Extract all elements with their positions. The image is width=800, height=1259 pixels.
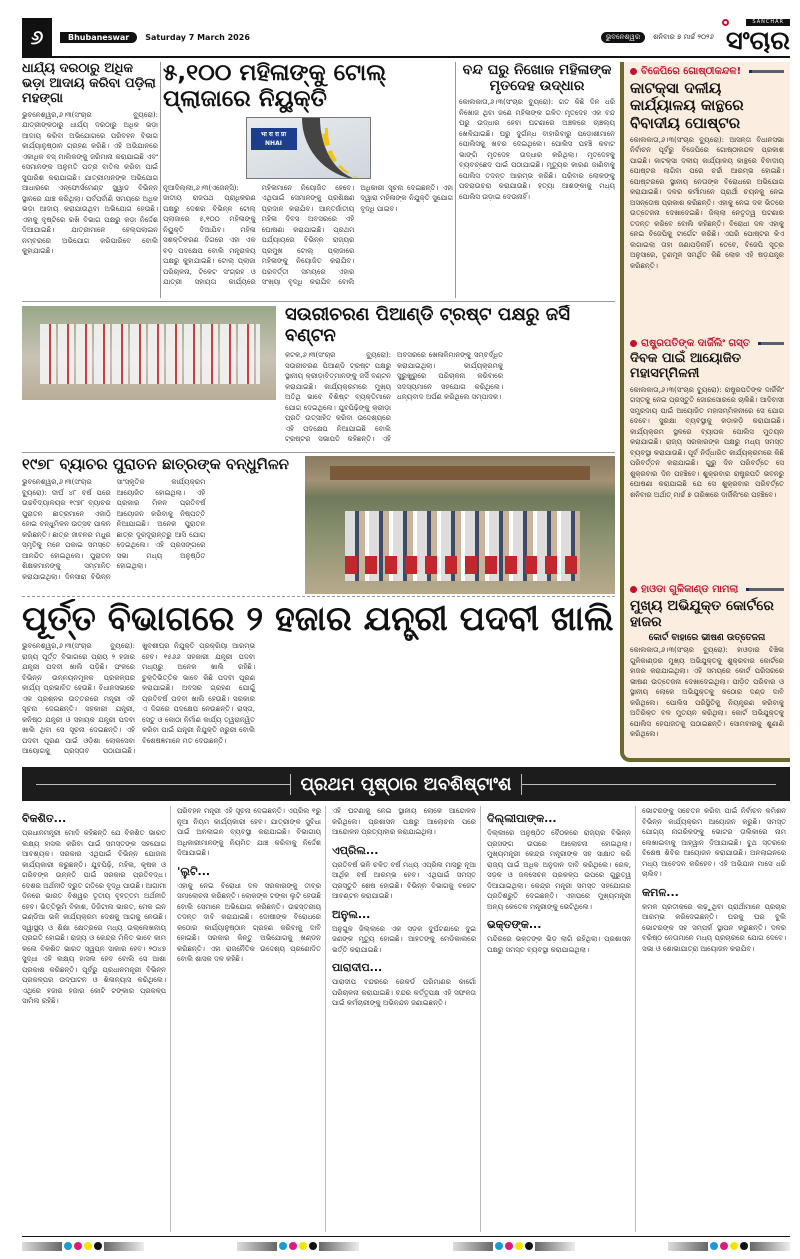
continuation-body: ଭୋଟରଙ୍କୁ ସଚେତନ କରିବା ପାଇଁ ନିର୍ବାଚନ କମିଶନ ବିଭିନ୍ନ କାର୍ଯ୍ୟକ୍ରମ ଆୟୋଜନ କରୁଛି। ସମସ୍ତ ଯୋଗ୍ୟ ନାଗରିକଙ୍କୁ ଭୋଟର ତାଲିକାରେ ନାମ ଲେଖାଇବାକୁ ଆହ୍ୱାନ ଦିଆଯାଇଛି। ବୁଥ ସ୍ତରରେ ବିଶେଷ ଶିବିର ଆୟୋଜନ କରାଯାଉଛି। ଅନଲାଇନରେ ମଧ୍ୟ ଆବେଦନ କରିହେବ। ଏହି ଅଭିଯାନ ମାସେ ଧରି ଚାଲିବ। <box>642 807 786 878</box>
issue-date: Saturday 7 March 2026 <box>145 32 250 42</box>
continuation-title: ଅନୁଲ... <box>332 907 371 921</box>
color-dot-icon <box>279 1242 287 1250</box>
kicker-text: ବିଜେପିରେ ଗୋଷ୍ଠୀକନ୍ଦଳ! <box>641 66 742 77</box>
continuation-banner <box>22 767 790 801</box>
continuation-body: ଦିଲ୍ଲୀରେ ଅନୁଷ୍ଠିତ ବୈଠକରେ ରାଜ୍ୟର ବିଭିନ୍ନ ପ୍ରସଙ୍ଗ ଉପରେ ଆଲୋଚନା ହୋଇଥିଲା। ମୁଖ୍ୟମନ୍ତ୍ରୀ କେନ୍ଦ୍ର ମନ୍ତ୍ରୀଙ୍କ ସହ ସାକ୍ଷାତ କରି ରାଜ୍ୟ ପାଇଁ ଅଧିକ ଅନୁଦାନ ଦାବି କରିଥିଲେ। ରେଳ, ସଡ଼କ ଓ ଜଳସେଚନ ପ୍ରକଳ୍ପ ଉପରେ ଗୁରୁତ୍ୱ ଦିଆଯାଇଥିଲା। କେନ୍ଦ୍ର ମନ୍ତ୍ରୀ ସମସ୍ତ ସହଯୋଗର ପ୍ରତିଶ୍ରୁତି ଦେଇଛନ୍ତି। ଏହାପରେ ମୁଖ୍ୟମନ୍ତ୍ରୀ ଅନ୍ୟ କେତେକ ମନ୍ତ୍ରୀଙ୍କୁ ଭେଟିଥିଲେ। <box>487 829 631 911</box>
story-body: କୋଲକାତା,୬।୩(ସଂଚାର ବ୍ୟୁରୋ): ଗତ କିଛି ଦିନ ଧରି ନିଖୋଜ ଥିବା ଜଣେ ମହିଳାଙ୍କ ଗଳିତ ମୃତଦେହ ଏକ ବନ୍ଦ ଘରୁ ଉଦ୍ଧାର ହେବା ଘଟଣାରେ ଅଞ୍ଚଳରେ ଚାଞ୍ଚଲ୍ୟ ଖେଳିଯାଇଛି। ଘରୁ ଦୁର୍ଗନ୍ଧ ବାହାରିବାରୁ ପଡ଼ୋଶୀମାନେ ପୋଲିସକୁ ଖବର ଦେଇଥିଲେ। ପୋଲିସ ପହଞ୍ଚି କବାଟ ଭାଙ୍ଗି ମୃତଦେହ ଉଦ୍ଧାର କରିଥିଲା। ମୃତଦେହକୁ ବ୍ୟବଚ୍ଛେଦ ପାଇଁ ପଠାଯାଇଛି। ମୃତ୍ୟୁର କାରଣ ଜାଣିବାକୁ ପୋଲିସ ତଦନ୍ତ ଆରମ୍ଭ କରିଛି। ପରିବାର ଲୋକଙ୍କୁ ପଚରାଉଚରା କରାଯାଉଛି। ହତ୍ୟା ଆଶଙ୍କାକୁ ମଧ୍ୟ ପୋଲିସ ଉଡ଼ାଇ ଦେଉନାହିଁ। <box>459 98 615 201</box>
story-body: ଭୁବନେଶ୍ୱର,୬।୩(ସଂଚାର ବ୍ୟୁରୋ): ଦୀର୍ଘ ୪୮ ବର୍ଷ ପରେ ଉଚ୍ଚବିଦ୍ୟାଳୟର ୧୯୭୮ ବ୍ୟାଚର ପୁରାତନ ଛାତ୍ରମାନେ ଏକାଠି ହୋଇ ବନ୍ଧୁମିଳନ ଉତ୍ସବ ପାଳନ କରିଛନ୍ତି। ଛାତ୍ର ଜୀବନର ମଧୁର ସ୍ମୃତିକୁ ମନେ ପକାଇ ସମସ୍ତେ ଆନନ୍ଦିତ ହୋଇଥିଲେ। ପୁରାତନ ଶିକ୍ଷକମାନଙ୍କୁ ସମ୍ମାନିତ କରାଯାଇଥିଲା। ଦିନସାରା ବିଭିନ୍ନ ସାଂସ୍କୃତିକ କାର୍ଯ୍ୟକ୍ରମ ଆୟୋଜିତ ହୋଇଥିଲା। ଏହି ପ୍ରକାର ମିଳନ ପ୍ରତିବର୍ଷ ଆୟୋଜନ କରିବାକୁ ନିଷ୍ପତ୍ତି ନିଆଯାଇଛି। ଅନେକ ପୁରାତନ ଛାତ୍ର ଦୂରଦୂରାନ୍ତରୁ ଆସି ଯୋଗ ଦେଇଥିଲେ। ଏହି ପ୍ରସଙ୍ଗରେ ସଭା ମଧ୍ୟ ଅନୁଷ୍ଠିତ ହୋଇଥିଲା। <box>22 478 206 581</box>
logo-tag: SANCHAR <box>746 19 790 26</box>
continuation-column <box>177 806 326 1232</box>
subheadline: କୋର୍ଟ ବାହାରେ ଭୀଷଣ ଉତ୍ତେଜନା <box>648 633 766 644</box>
continuation-body: ଏହି ଘଟଣାକୁ ନେଇ ସ୍ଥାନୀୟ ଲୋକେ ଆନ୍ଦୋଳନ କରିଥିଲେ। ପ୍ରଶାସନ ପକ୍ଷରୁ ଆଲୋଚନା ପରେ ଆନ୍ଦୋଳନ ପ୍ରତ୍ୟାହାର କରାଯାଇଥିଲା। <box>332 807 476 836</box>
continuation-column <box>487 806 636 1232</box>
color-dot-icon <box>299 1242 307 1250</box>
page-number: ୬ <box>22 18 52 56</box>
sidebar-bengal-news <box>620 62 790 762</box>
reunion-photo <box>305 456 615 594</box>
color-dot-icon <box>515 1242 523 1250</box>
continuation-body: ପ୍ରଧାନମନ୍ତ୍ରୀ ମୋଦି କହିଛନ୍ତି ଯେ ବିକଶିତ ଭାରତ ଲକ୍ଷ୍ୟ ହାସଲ କରିବା ପାଇଁ ସମସ୍ତଙ୍କ ସହଯୋଗ ଆବଶ୍ୟକ। ସରକାର ଏଥିପାଇଁ ବିଭିନ୍ନ ଯୋଜନା କାର୍ଯ୍ୟକାରୀ କରୁଛନ୍ତି। ଯୁବପିଢ଼ି, ମହିଳା, କୃଷକ ଓ ଗରିବଙ୍କ ଉନ୍ନତି ପାଇଁ ସରକାର ପ୍ରତିବଦ୍ଧ। ଦେଶର ଅର୍ଥନୀତି ଦ୍ରୁତ ଗତିରେ ବୃଦ୍ଧି ପାଉଛି। ଆଗାମୀ ଦିନରେ ଭାରତ ବିଶ୍ୱର ତୃତୀୟ ବୃହତ୍ତମ ଅର୍ଥନୀତି ହେବ। ଭିତ୍ତିଭୂମି ବିକାଶ, ଡିଜିଟାଲ ଭାରତ, ମେକ ଇନ ଇଣ୍ଡିଆ ଭଳି କାର୍ଯ୍ୟକ୍ରମ ଦେଶକୁ ଆଗକୁ ନେଉଛି। ସ୍ୱାସ୍ଥ୍ୟ ଓ ଶିକ୍ଷା କ୍ଷେତ୍ରରେ ମଧ୍ୟ ଉଲ୍ଲେଖନୀୟ ପ୍ରଗତି ହୋଇଛି। ରାଜ୍ୟ ଓ କେନ୍ଦ୍ର ମିଳିତ ଭାବେ କାମ କଲେ ବିକଶିତ ଭାରତ ସ୍ୱପ୍ନ ସାକାର ହେବ। ୨୦୪୭ ସୁଦ୍ଧା ଏହି ଲକ୍ଷ୍ୟ ହାସଲ ହେବ ବୋଲି ସେ ଆଶା ପ୍ରକାଶ କରିଛନ୍ତି। ପୂର୍ବରୁ ପ୍ରଧାନମନ୍ତ୍ରୀ ବିଭିନ୍ନ ପ୍ରକଳ୍ପର ଉଦ୍‌ଘାଟନ ଓ ଶିଳାନ୍ୟାସ କରିଥିଲେ। ଏଥିରେ ହଜାର ହଜାର କୋଟି ଟଙ୍କାର ପ୍ରକଳ୍ପ ସାମିଲ ରହିଛି। <box>22 829 166 1005</box>
continuation-title: ଦିଲ୍ଲୀପାଙ୍କ... <box>487 812 557 825</box>
color-bar <box>237 1241 359 1251</box>
sidebar-item <box>630 580 784 754</box>
color-dot-icon <box>710 1242 718 1250</box>
edition-badge: Bhubaneswar <box>60 32 137 43</box>
headline: ଦିବକ ପାଇଁ ଆୟୋଜିତ ମହାସମ୍ମିଳନୀ <box>630 351 742 381</box>
newspaper-logo <box>722 19 790 56</box>
story-body: ଭୁବନେଶ୍ୱର,୬।୩(ସଂଚାର ବ୍ୟୁରୋ): ଯାତ୍ରୀଙ୍କଠାରୁ ଧାର୍ଯ୍ୟ ଦରଠାରୁ ଅଧିକ ଭଡ଼ା ଆଦାୟ କରିବା ଅଭିଯୋଗରେ ପରିବହନ ବିଭାଗ କାର୍ଯ୍ୟାନୁଷ୍ଠାନ ଗ୍ରହଣ କରିଛି। ଏହି ଅଭିଯାନରେ ଏକାଧିକ ବସ୍ ମାଲିକଙ୍କୁ ଜରିମାନା କରାଯାଇଛି ଏବଂ ସେମାନଙ୍କ ଅନୁମତି ପତ୍ର ବାତିଲ କରିବା ପାଇଁ ସୁପାରିଶ କରାଯାଇଛି। ଯାତ୍ରୀମାନଙ୍କ ଅଭିଯୋଗ ଆଧାରରେ ଏନ୍ଫୋର୍ସମେଣ୍ଟ ସ୍କ୍ୱାଡ ବିଭିନ୍ନ ସ୍ଥାନରେ ଯାଞ୍ଚ କରିଥିଲା। ପର୍ବପର୍ବାଣି ସମୟରେ ଅଧିକ ଭଡ଼ା ଆଦାୟ କରାଯାଉଥିବା ଅଭିଯୋଗ ହେଉଛି। ଏହାକୁ ଦୃଷ୍ଟିରେ ରଖି ବିଭାଗ ପକ୍ଷରୁ କଡ଼ା ନିର୍ଦ୍ଦେଶ ଦିଆଯାଇଛି। ଯାତ୍ରୀମାନେ ହେଲ୍ପଲାଇନ ନମ୍ବରରେ ଅଭିଯୋଗ କରିପାରିବେ ବୋଲି କୁହାଯାଇଛି। <box>22 110 158 256</box>
color-dot-icon <box>525 1242 533 1250</box>
continuation-title: ବିକଶିତ... <box>22 812 67 825</box>
banner-title: ପ୍ରଥମ ପୃଷ୍ଠାର ଅବଶିଷ୍ଟାଂଶ <box>290 774 523 795</box>
headline: ଧାର୍ଯ୍ୟ ଦରଠାରୁ ଅଧିକ ଭଡ଼ା ଆଦାୟ କରିବା ପଡ଼ିଲା ମହଙ୍ଗା <box>22 62 156 106</box>
kicker <box>630 584 784 595</box>
color-dot-icon <box>720 1242 728 1250</box>
page-header <box>22 18 790 58</box>
jersey-photo <box>22 306 276 400</box>
color-dot-icon <box>74 1242 82 1250</box>
continuation-column <box>642 806 790 1232</box>
color-dot-icon <box>309 1242 317 1250</box>
continuation-title: କମଳ... <box>642 885 679 899</box>
headline: ସଉରୀଚରଣ ପିଆଣ୍ଡି ଟ୍ରଷ୍ଟ ପକ୍ଷରୁ ଜର୍ସି ବଣ୍ଟନ <box>285 305 570 346</box>
headline: ବନ୍ଦ ଘରୁ ନିଖୋଜ ମହିଳାଙ୍କ ମୃତଦେହ ଉଦ୍ଧାର <box>462 62 612 95</box>
story-body: ନୂଆଦିଲ୍ଲୀ,୬।୩(ଏଜେନ୍ସି): ଜାତୀୟ ରାଜପଥ ପ୍ରାଧିକରଣ ପକ୍ଷରୁ ଦେଶର ବିଭିନ୍ନ ଟୋଲ୍ ପ୍ଲାଜାରେ ୫,୧୦୦ ମହିଳାଙ୍କୁ ନିୟୁକ୍ତି ଦିଆଯିବ। ମହିଳା ସଶକ୍ତିକରଣ ଦିଗରେ ଏହା ଏକ ବଡ଼ ପଦକ୍ଷେପ ବୋଲି ମନ୍ତ୍ରାଳୟ ପକ୍ଷରୁ କୁହାଯାଇଛି। ଟୋଲ୍ ପ୍ଲାଜା ପରିଚାଳନା, ଟିକେଟ ସଂଗ୍ରହ ଓ ଯାତ୍ରୀ ସହାୟତା କାର୍ଯ୍ୟରେ ମହିଳାମାନେ ନିୟୋଜିତ ହେବେ। ଏଥିପାଇଁ ସେମାନଙ୍କୁ ପ୍ରଶିକ୍ଷଣ ପ୍ରଦାନ କରାଯିବ। ଆନ୍ତର୍ଜାତୀୟ ମହିଳା ଦିବସ ଅବସରରେ ଏହି ଘୋଷଣା କରାଯାଇଛି। ପ୍ରଥମ ପର୍ଯ୍ୟାୟରେ ବିଭିନ୍ନ ରାଜ୍ୟର ପ୍ରମୁଖ ଟୋଲ୍ ପ୍ଲାଜାରେ ମହିଳାଙ୍କୁ ନିୟୋଜିତ କରାଯିବ। ପରବର୍ତ୍ତୀ ସମୟରେ ଏହାର ସଂଖ୍ୟା ବୃଦ୍ଧି କରାଯିବ ବୋଲି ଅଧିକାରୀ ସୂଚନା ଦେଇଛନ୍ତି। ଏହା ଦ୍ୱାରା ମହିଳାଙ୍କ ନିଯୁକ୍ତି ସୁଯୋଗ ବୃଦ୍ଧି ପାଇବ। <box>163 183 453 287</box>
story-body: ଭୁବନେଶ୍ୱର,୬।୩(ସଂଚାର ବ୍ୟୁରୋ): ରାଜ୍ୟ ପୂର୍ତ୍ତ ବିଭାଗରେ ପ୍ରାୟ ୨ ହଜାର ଯନ୍ତ୍ରୀ ପଦବୀ ଖାଲି ପଡ଼ିଛି। ଫଳରେ ବିଭିନ୍ନ ଉନ୍ନୟନମୂଳକ ପ୍ରକଳ୍ପର କାର୍ଯ୍ୟ ପ୍ରଭାବିତ ହେଉଛି। ବିଧାନସଭାରେ ଏକ ପ୍ରଶ୍ନର ଉତ୍ତରରେ ମନ୍ତ୍ରୀ ଏହି ସୂଚନା ଦେଇଛନ୍ତି। ସହକାରୀ ଯନ୍ତ୍ରୀ, କନିଷ୍ଠ ଯନ୍ତ୍ରୀ ଓ ସହାୟକ ଯନ୍ତ୍ରୀ ପଦବୀ ଖାଲି ଥିବା ସେ ସୂଚନା ଦେଇଛନ୍ତି। ଏହି ପଦବୀ ପୂରଣ ପାଇଁ ଓଡ଼ିଶା ଲୋକସେବା ଆୟୋଗକୁ ପ୍ରସ୍ତାବ ପଠାଯାଇଛି। ଖୁବଶୀଘ୍ର ନିଯୁକ୍ତି ପ୍ରକ୍ରିୟା ଆରମ୍ଭ ହେବ। ୧୫୬୬ ସହକାରୀ ଯନ୍ତ୍ରୀ ପଦବୀ ମଧ୍ୟରୁ ଅନେକ ଖାଲି ରହିଛି। ଚୁକ୍ତିଭିତ୍ତିକ ଭାବେ କିଛି ପଦବୀ ପୂରଣ କରାଯାଇଛି। ଅବସର ଗ୍ରହଣ ଯୋଗୁଁ ପ୍ରତିବର୍ଷ ପଦବୀ ଖାଲି ହେଉଛି। ସରକାର ଏ ଦିଗରେ ପଦକ୍ଷେପ ନେଉଛନ୍ତି। ରାସ୍ତା, ସେତୁ ଓ କୋଠା ନିର୍ମାଣ କାର୍ଯ୍ୟ ତ୍ୱରାନ୍ୱିତ କରିବା ପାଇଁ ଯନ୍ତ୍ରୀ ନିଯୁକ୍ତି ଜରୁରୀ ବୋଲି ବିଶେଷଜ୍ଞମାନେ ମତ ଦେଉଛନ୍ତି। <box>22 642 255 755</box>
story-jersey <box>285 305 615 450</box>
story-body-recovered <box>459 62 615 298</box>
story-fare <box>22 62 158 298</box>
bullet-icon <box>630 68 637 75</box>
story-engineer-vacancies <box>22 599 615 763</box>
nhai-image <box>246 117 371 179</box>
headline: ପୂର୍ତ୍ତ ବିଭାଗରେ ୨ ହଜାର ଯନ୍ତ୍ରୀ ପଦବୀ ଖାଲି <box>22 599 614 639</box>
continuation-column <box>332 806 481 1232</box>
story-body: କୋଲକାତା,୬।୩(ସଂଚାର ବ୍ୟୁରୋ): ଆସନ୍ତା ବିଧାନସଭା ନିର୍ବାଚନ ପୂର୍ବରୁ ବିଜେପିରେ ଗୋଷ୍ଠୀକନ୍ଦଳ ପ୍ରକାଶ ପାଇଛି। କାଟକ୍ସା ଦଳୀୟ କାର୍ଯ୍ୟାଳୟ କାନ୍ଥରେ ବିବାଦୀୟ ପୋଷ୍ଟର ଲାଗିବା ପରେ ଚର୍ଚ୍ଚା ଆରମ୍ଭ ହୋଇଛି। ପୋଷ୍ଟରରେ ସ୍ଥାନୀୟ ନେତାଙ୍କ ବିରୋଧରେ ଅଭିଯୋଗ କରାଯାଇଛି। ଦଳର କର୍ମୀମାନେ ପ୍ରାର୍ଥୀ ଚୟନକୁ ନେଇ ଅସନ୍ତୋଷ ପ୍ରକାଶ କରିଛନ୍ତି। ଏହାକୁ ନେଇ ଦଳ ଭିତରେ ଉତ୍ତେଜନା ଦେଖାଦେଇଛି। ଜିଲ୍ଲା ନେତୃତ୍ୱ ଘଟଣାର ତଦନ୍ତ କରିବେ ବୋଲି କହିଛନ୍ତି। ବିରୋଧୀ ଦଳ ଏହାକୁ ନେଇ ବିଜେପିକୁ ଟାର୍ଗେଟ କରିଛି। ଏପରି ପୋଷ୍ଟର କିଏ ଲଗାଇଲା ତାହା ଜଣାପଡ଼ିନାହିଁ। ତେବେ, ବିଜେପି ସୂତ୍ର ଅନୁସାରେ, ତୃଣମୂଳ ସମର୍ଥିତ କିଛି ଲୋକ ଏହି ଷଡ଼ଯନ୍ତ୍ର କରିଛନ୍ତି। <box>630 135 784 270</box>
nhai-label: भा रा रा प्रा NHAI <box>251 128 297 150</box>
sidebar-item <box>630 66 784 334</box>
kicker <box>630 66 784 77</box>
continuation-body: ପ୍ରତିବର୍ଷ ଭଳି ଚଳିତ ବର୍ଷ ମଧ୍ୟ ଏପ୍ରିଲ ମାସରୁ ନୂଆ ଆର୍ଥିକ ବର୍ଷ ଆରମ୍ଭ ହେବ। ଏଥିପାଇଁ ସମସ୍ତ ପ୍ରସ୍ତୁତି ଶେଷ ହୋଇଛି। ବିଭିନ୍ନ ବିଭାଗକୁ ବଜେଟ ଆବଣ୍ଟନ କରାଯାଇଛି। <box>332 860 476 900</box>
color-bar <box>453 1241 575 1251</box>
story-body: କଟକ,୬।୩(ସଂଚାର ବ୍ୟୁରୋ): ସଉରୀଚରଣ ପିଆଣ୍ଡି ଟ୍ରଷ୍ଟ ପକ୍ଷରୁ ସ୍ଥାନୀୟ କ୍ରୀଡ଼ାବିତ୍ମାନଙ୍କୁ ଜର୍ସି ବଣ୍ଟନ କରାଯାଇଛି। କାର୍ଯ୍ୟକ୍ରମରେ ମୁଖ୍ୟ ଅତିଥି ଭାବେ ବିଶିଷ୍ଟ ବ୍ୟକ୍ତିମାନେ ଯୋଗ ଦେଇଥିଲେ। ଯୁବପିଢ଼ିଙ୍କୁ କ୍ରୀଡ଼ା ପ୍ରତି ଉତ୍ସାହିତ କରିବା ଉଦ୍ଦେଶ୍ୟରେ ଏହି ପଦକ୍ଷେପ ନିଆଯାଇଛି ବୋଲି ଟ୍ରଷ୍ଟର ସଭାପତି କହିଛନ୍ତି। ଏହି ଅବସରରେ ଖେଳାଳିମାନଙ୍କୁ ସମ୍ବର୍ଦ୍ଧିତ କରାଯାଇଥିଲା। କାର୍ଯ୍ୟକ୍ରମକୁ ସୁରୁଖୁରୁରେ ପରିଚାଳନା କରିବାରେ ସଦସ୍ୟମାନେ ସହଯୋଗ କରିଥିଲେ। ଧନ୍ୟବାଦ ଅର୍ପଣ କରିଥିଲେ ସମ୍ପାଦକ। <box>285 351 503 444</box>
odia-date: ଶନିବାର ୭ ମାର୍ଚ୍ଚ ୨୦୨୬ <box>653 32 714 41</box>
continuation-title: ଭକ୍ତଙ୍କ... <box>487 918 542 931</box>
logo-text: ସଂଚାର <box>725 25 790 56</box>
kicker <box>630 338 784 349</box>
continuation-body: ପରିବହନ ମନ୍ତ୍ରୀ ଏହି ସୂଚନା ଦେଇଛନ୍ତି। ଏପ୍ରିଲ ୧ରୁ ନୂଆ ନିୟମ କାର୍ଯ୍ୟକାରୀ ହେବ। ଯାତ୍ରୀଙ୍କ ସୁବିଧା ପାଇଁ ଅନଲାଇନ ବ୍ୟବସ୍ଥା କରାଯାଇଛି। ବିଭାଗୀୟ ଅଧିକାରୀମାନଙ୍କୁ ନିୟମିତ ଯାଞ୍ଚ କରିବାକୁ ନିର୍ଦ୍ଦେଶ ଦିଆଯାଇଛି। <box>177 807 321 857</box>
color-dot-icon <box>94 1242 102 1250</box>
color-dot-icon <box>64 1242 72 1250</box>
continuation-columns <box>22 806 790 1232</box>
continuation-body: ଏହାକୁ ନେଇ ବିରୋଧୀ ଦଳ ସରକାରଙ୍କୁ ତୀବ୍ର ସମାଲୋଚନା କରିଛନ୍ତି। ଲୋକଙ୍କ ଟଙ୍କା ଲୁଟି ହେଉଛି ବୋଲି ସେମାନେ ଅଭିଯୋଗ କରିଛନ୍ତି। ଉଚ୍ଚସ୍ତରୀୟ ତଦନ୍ତ ଦାବି କରାଯାଇଛି। ଦୋଷୀଙ୍କ ବିରୋଧରେ କଠୋର କାର୍ଯ୍ୟାନୁଷ୍ଠାନ ଗ୍ରହଣ କରିବାକୁ ଦାବି ହୋଇଛି। ସରକାର କିନ୍ତୁ ଅଭିଯୋଗକୁ ଖଣ୍ଡନ କରିଛନ୍ତି। ଏହା ରାଜନୈତିକ ଉଦ୍ଦେଶ୍ୟ ପ୍ରଣୋଦିତ ବୋଲି ଶାସକ ଦଳ କହିଛି। <box>177 881 321 963</box>
color-bar <box>668 1241 790 1251</box>
headline: ୫,୧୦୦ ମହିଳାଙ୍କୁ ଟୋଲ୍ ପ୍ଲାଜାରେ ନିୟୁକ୍ତି <box>163 60 387 113</box>
continuation-title: 'ଲୁଟି... <box>177 864 211 878</box>
continuation-body: କମଳ ପ୍ରତୀକରେ ଲଢ଼ୁଥିବା ପ୍ରାର୍ଥୀମାନେ ପ୍ରଚାର ଆରମ୍ଭ କରିଦେଇଛନ୍ତି। ଘରକୁ ଘର ବୁଲି ଭୋଟରଙ୍କ ସହ ସମ୍ପର୍କ ସ୍ଥାପନ କରୁଛନ୍ତି। ଦଳର ବରିଷ୍ଠ ନେତାମାନେ ମଧ୍ୟ ପ୍ରଚାରରେ ଯୋଗ ଦେବେ। ସଭା ଓ ଶୋଭାଯାତ୍ରା ଆୟୋଜନ କରାଯିବ। <box>642 902 786 953</box>
continuation-title: ପାରାଦୀପ... <box>332 961 383 974</box>
color-dot-icon <box>505 1242 513 1250</box>
kicker-text: ହାଓଡା ଗୁଳିକାଣ୍ଡ ମାମଲା <box>641 584 739 595</box>
color-bar <box>22 1241 144 1251</box>
odia-edition-badge: ଭୁବନେଶ୍ୱର <box>601 32 645 43</box>
continuation-body: ମନ୍ଦିରରେ ଭକ୍ତଙ୍କ ଭିଡ଼ ଲାଗି ରହିଥିଲା। ପ୍ରଶାସନ ପକ୍ଷରୁ ସମସ୍ତ ବ୍ୟବସ୍ଥା କରାଯାଇଥିଲା। <box>487 935 631 954</box>
story-reunion <box>22 456 300 592</box>
bullet-icon <box>630 586 637 593</box>
continuation-column <box>22 806 171 1232</box>
headline: ମୁଖ୍ୟ ଅଭିଯୁକ୍ତ କୋର୍ଟରେ ହାଜର <box>630 598 774 631</box>
logo-dot-icon <box>722 19 729 26</box>
headline: କାଟକ୍ସା ଦଳୀୟ କାର୍ଯ୍ୟାଳୟ କାନ୍ଥରେ ବିବାଦୀୟ ପୋଷ୍ଟର <box>630 79 744 132</box>
story-body: କୋଲକାତା,୬।୩(ସଂଚାର ବ୍ୟୁରୋ): ହାଓଡ଼ାର ଚିଞ୍ଚିଳା ଗୁଳିକାଣ୍ଡର ମୁଖ୍ୟ ଅଭିଯୁକ୍ତକୁ ଶୁକ୍ରବାର କୋର୍ଟରେ ହାଜର କରାଯାଇଥିଲା। ଏହି ସମୟରେ କୋର୍ଟ ପରିସରରେ ଭୀଷଣ ଉତ୍ତେଜନା ଦେଖାଦେଇଥିଲା। ପୀଡ଼ିତ ପରିବାର ଓ ସ୍ଥାନୀୟ ଲୋକେ ଅଭିଯୁକ୍ତକୁ କଠୋର ଦଣ୍ଡ ଦାବି କରିଥିଲେ। ପୋଲିସ ପରିସ୍ଥିତିକୁ ନିୟନ୍ତ୍ରଣ କରିବାକୁ ଅତିରିକ୍ତ ବଳ ମୁତୟନ କରିଥିଲା। କୋର୍ଟ ଅଭିଯୁକ୍ତକୁ ପୋଲିସ ହେପାଜତକୁ ପଠାଇଛନ୍ତି। ସୋମବାରକୁ ଶୁଣାଣି କରିଥିଲେ। <box>630 646 784 739</box>
color-dot-icon <box>84 1242 92 1250</box>
continuation-body: ପାରାଦୀପ ବନ୍ଦରରେ ରେକର୍ଡ ପରିମାଣର କାର୍ଗୋ ପରିଚାଳନା କରାଯାଇଛି। ବନ୍ଦର କର୍ତ୍ତୃପକ୍ଷ ଏହି ସଫଳତା ପାଇଁ କର୍ମଚାରୀଙ୍କୁ ଅଭିନନ୍ଦନ ଜଣାଇଛନ୍ତି। <box>332 978 476 1007</box>
color-dot-icon <box>730 1242 738 1250</box>
color-dot-icon <box>289 1242 297 1250</box>
story-toll-plaza <box>163 60 453 298</box>
sidebar-item <box>630 334 784 580</box>
print-color-bars <box>22 1241 790 1251</box>
story-body: କୋଲକାତା,୬।୩(ସଂଚାର ବ୍ୟୁରୋ): ରାଷ୍ଟ୍ରପତିଙ୍କ ଦାର୍ଜିଲିଂ ଗସ୍ତକୁ ନେଇ ପ୍ରସ୍ତୁତି ଜୋରସୋରରେ ଚାଲିଛି। ଆଦିବାସୀ ସମ୍ପ୍ରଦାୟ ପାଇଁ ଆୟୋଜିତ ମହାସମ୍ମିଳନୀରେ ସେ ଯୋଗ ଦେବେ। ସୁରକ୍ଷା ବ୍ୟବସ୍ଥାକୁ କଡ଼ାକଡ଼ି କରାଯାଇଛି। କାର୍ଯ୍ୟକ୍ରମ ସ୍ଥଳରେ ବ୍ୟାପକ ପୋଲିସ ମୁତୟନ କରାଯାଇଛି। ରାଜ୍ୟ ସରକାରଙ୍କ ପକ୍ଷରୁ ମଧ୍ୟ ସମସ୍ତ ବ୍ୟବସ୍ଥା କରାଯାଉଛି। ପୂର୍ବ ନିର୍ଦ୍ଧାରିତ କାର୍ଯ୍ୟକ୍ରମରେ କିଛି ପରିବର୍ତ୍ତନ କରାଯାଇଛି। ଗୁରୁ ଦିନ ପରିବର୍ତ୍ତେ ସେ ଶୁକ୍ରବାର ଦିନ ପହଞ୍ଚିବେ। ଶୁକ୍ରବାର ରାଷ୍ଟ୍ରପତି ଭବନରୁ ଘୋଷଣା କରାଯାଇଛି ଯେ ସେ ଶୁକ୍ରବାର ପରିବର୍ତ୍ତେ ଶନିବାର ଅର୍ଥାତ୍ ମାର୍ଚ୍ଚ ୭ ତାରିଖରେ ଦାର୍ଜିଲିଂରେ ପହଞ୍ଚିବେ। <box>630 385 784 499</box>
continuation-body: ଅନୁଗୁଳ ଜିଲ୍ଲାରେ ଏକ ସଡ଼କ ଦୁର୍ଘଟଣାରେ ଦୁଇ ଜଣଙ୍କ ମୃତ୍ୟୁ ହୋଇଛି। ଆହତଙ୍କୁ ମେଡିକାଲରେ ଭର୍ତ୍ତି କରାଯାଇଛି। <box>332 924 476 954</box>
continuation-title: ଏପ୍ରିଲ... <box>332 843 379 857</box>
color-dot-icon <box>740 1242 748 1250</box>
headline: ୧୯୭୮ ବ୍ୟାଚର ପୁରାତନ ଛାତ୍ରଙ୍କ ବନ୍ଧୁମିଳନ <box>22 456 290 473</box>
kicker-text: ରାଷ୍ଟ୍ରପତିଙ୍କ ଦାର୍ଜିଲିଂ ଗସ୍ତ <box>641 338 750 349</box>
bullet-icon <box>630 340 637 347</box>
color-dot-icon <box>495 1242 503 1250</box>
